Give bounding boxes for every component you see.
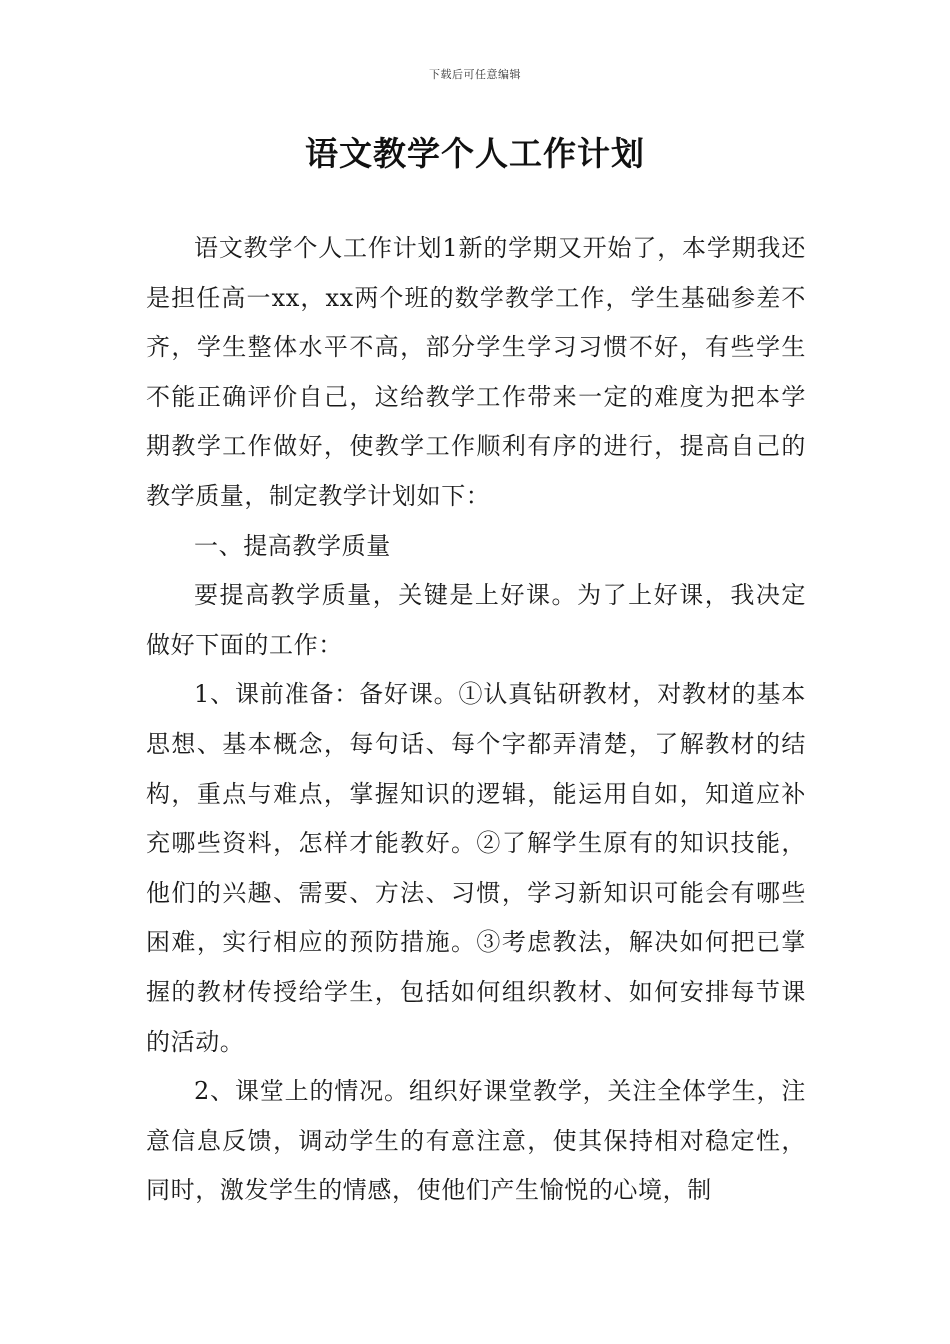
header-note: 下载后可任意编辑 [429, 68, 521, 81]
section-heading-1: 一、提高教学质量 [194, 531, 391, 560]
paragraph-key-point: 要提高教学质量，关键是上好课。为了上好课，我决定做好下面的工作： [146, 581, 806, 659]
document-body [146, 224, 806, 1216]
paragraph-intro: 语文教学个人工作计划1新的学期又开始了，本学期我还是担任高一xx，xx两个班的数学教学工作，学生基础参差不齐，学生整体水平不高，部分学生学习习惯不好，有些学生不能正确评价自己，这给教学工作带来一定的难度为把本学期教学工作做好，使教学工作顺利有序的进行，提高自己的教学质量，制定教学计划如下： [146, 234, 806, 510]
paragraph-item-1: 1、课前准备：备好课。①认真钻研教材，对教材的基本思想、基本概念，每句话、每个字都弄清楚，了解教材的结构，重点与难点，掌握知识的逻辑，能运用自如，知道应补充哪些资料，怎样才能教好。②了解学生原有的知识技能，他们的兴趣、需要、方法、习惯，学习新知识可能会有哪些困难，实行相应的预防措施。③考虑教法，解决如何把已掌握的教材传授给学生，包括如何组织教材、如何安排每节课的活动。 [146, 680, 806, 1056]
paragraph-item-2: 2、课堂上的情况。组织好课堂教学，关注全体学生，注意信息反馈，调动学生的有意注意，使其保持相对稳定性，同时，激发学生的情感，使他们产生愉悦的心境，制 [146, 1077, 806, 1205]
document-title: 语文教学个人工作计划 [305, 134, 645, 173]
